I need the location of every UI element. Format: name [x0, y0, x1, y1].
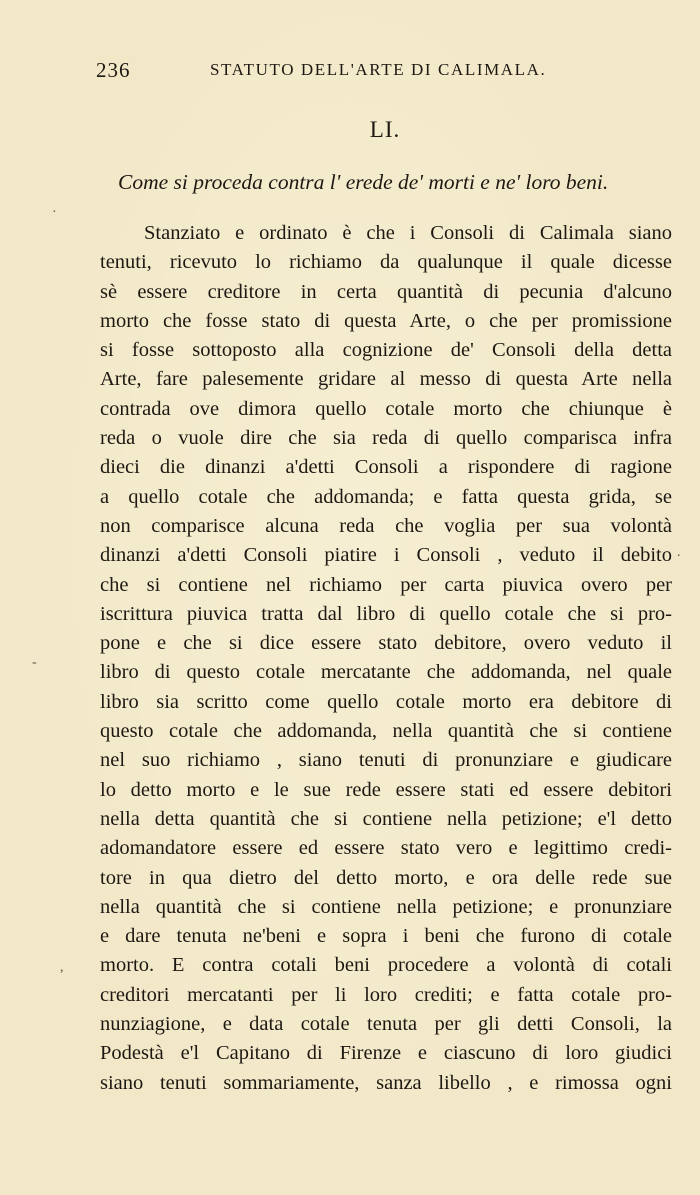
- text-line: si fosse sottoposto alla cognizione de' Consoli della detta: [100, 339, 672, 362]
- paper-speck: ·: [52, 205, 57, 220]
- text-line: sè essere creditore in certa quantità di pecunia d'alcuno: [100, 280, 672, 303]
- body-text: [100, 219, 672, 1098]
- text-line: che si contiene nel richiamo per carta piuvica overo per: [100, 573, 672, 596]
- text-line: lo detto morto e le sue rede essere stati ed essere debitori: [100, 778, 672, 801]
- running-head: [96, 58, 556, 88]
- text-line: siano tenuti sommariamente, sanza libello , e rimossa ogni: [100, 1071, 672, 1094]
- text-line: morto che fosse stato di questa Arte, o che per promissione: [100, 309, 672, 332]
- text-line: libro sia scritto come quello cotale morto era debitore di: [100, 690, 672, 713]
- text-line: non comparisce alcuna reda che voglia per sua volontà: [100, 514, 672, 537]
- running-title: STATUTO DELL'ARTE DI CALIMALA.: [210, 60, 547, 79]
- text-line: creditori mercatanti per li loro crediti; e fatta cotale pro-: [100, 983, 672, 1006]
- text-line: pone e che si dice essere stato debitore, overo veduto il: [100, 632, 672, 655]
- text-line: nel suo richiamo , siano tenuti di pronunziare e giudicare: [100, 749, 672, 772]
- text-line: libro di questo cotale mercatante che addomanda, nel quale: [100, 661, 672, 684]
- text-line: e dare tenuta ne'beni e sopra i beni che furono di cotale: [100, 925, 672, 948]
- text-line: Arte, fare palesemente gridare al messo di questa Arte nella: [100, 368, 672, 391]
- text-line: a quello cotale che addomanda; e fatta questa grida, se: [100, 485, 672, 508]
- text-line: Stanziato e ordinato è che i Consoli di Calimala siano: [144, 222, 672, 244]
- paper-speck: -: [32, 655, 37, 670]
- text-line: reda o vuole dire che sia reda di quello comparisca infra: [100, 427, 672, 450]
- chapter-title: Come si proceda contra l' erede de' morti e ne' loro beni.: [118, 170, 609, 194]
- text-line: dieci die dinanzi a'detti Consoli a rispondere di ragione: [100, 456, 672, 479]
- page-number: 236: [96, 58, 131, 82]
- text-line: adomandatore essere ed essere stato vero e legittimo credi-: [100, 837, 672, 860]
- text-line: dinanzi a'detti Consoli piatire i Consoli , veduto il debito: [100, 544, 672, 567]
- chapter-number: LI.: [369, 117, 401, 142]
- text-line: questo cotale che addomanda, nella quantità che si contiene: [100, 720, 672, 743]
- paper-speck: .: [677, 545, 681, 560]
- text-line: morto. E contra cotali beni procedere a volontà di cotali: [100, 954, 672, 977]
- text-line: tore in qua dietro del detto morto, e ora delle rede sue: [100, 866, 672, 889]
- text-line: tenuti, ricevuto lo richiamo da qualunque il quale dicesse: [100, 251, 672, 274]
- text-line: contrada ove dimora quello cotale morto che chiunque è: [100, 397, 672, 420]
- paper-speck: ,: [60, 960, 64, 975]
- text-line: Podestà e'l Capitano di Firenze e ciascuno di loro giudici: [100, 1042, 672, 1065]
- text-line: nunziagione, e data cotale tenuta per gli detti Consoli, la: [100, 1013, 672, 1036]
- text-line: nella quantità che si contiene nella petizione; e pronunziare: [100, 895, 672, 918]
- text-line: nella detta quantità che si contiene nella petizione; e'l detto: [100, 807, 672, 830]
- text-line: iscrittura piuvica tratta dal libro di quello cotale che si pro-: [100, 602, 672, 625]
